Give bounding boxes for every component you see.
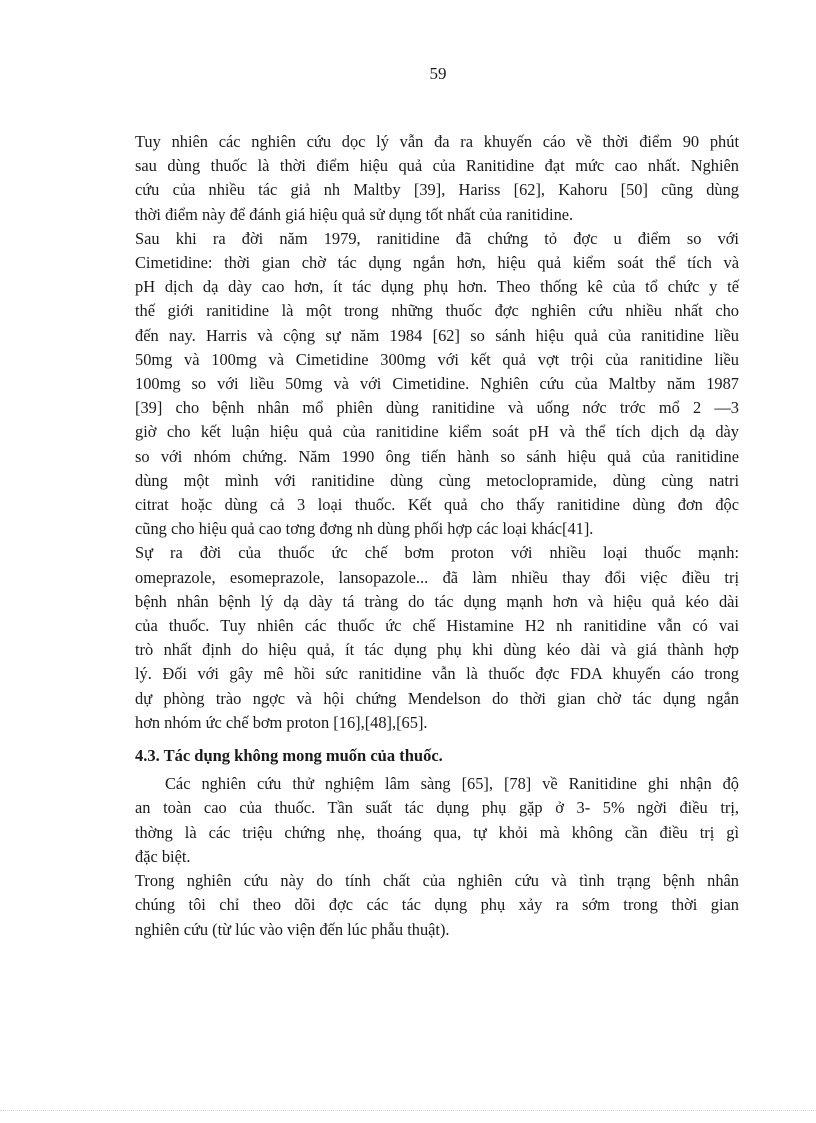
page-number: 59 — [429, 64, 447, 83]
text-line: hơn nhóm ức chế bơm proton [16],[48],[65]. — [135, 712, 428, 732]
text-line: giờ cho kết luận hiệu quả của ranitidine kiểm soát pH và thể tích dịch dạ dày — [135, 422, 739, 442]
text-line: đến nay. Harris và cộng sự năm 1984 [62] so sánh hiệu quả của ranitidine liều — [135, 325, 739, 345]
text-line: Sau khi ra đời năm 1979, ranitidine đã chứng tỏ đợc u điểm so với — [135, 228, 739, 248]
section-heading: 4.3. Tác dụng không mong muốn của thuốc. — [135, 746, 443, 766]
paragraph — [135, 130, 739, 227]
text-line: chúng tôi chỉ theo dõi đợc các tác dụng phụ xảy ra sớm trong thời gian — [135, 895, 739, 915]
text-line: nghiên cứu (từ lúc vào viện đến lúc phẫu thuật). — [135, 919, 450, 939]
text-line: Các nghiên cứu thử nghiệm lâm sàng [65], [78] về Ranitidine ghi nhận độ — [165, 774, 739, 794]
text-line: lý. Đối với gây mê hồi sức ranitidine vẫn là thuốc đợc FDA khuyến cáo trong — [135, 664, 739, 684]
text-line: 100mg so với liều 50mg và với Cimetidine. Nghiên cứu của Maltby năm 1987 — [135, 374, 739, 394]
text-line: thời điểm này để đánh giá hiệu quả sử dụng tốt nhất của ranitidine. — [135, 204, 574, 224]
text-line: cũng cho hiệu quả cao tơng đơng nh dùng phối hợp các loại khác[41]. — [135, 519, 594, 539]
text-line: 50mg và 100mg và Cimetidine 300mg với kết quả vợt trội của ranitidine liều — [135, 349, 739, 369]
text-line: cứu của nhiều tác giả nh Maltby [39], Hariss [62], Kahoru [50] cũng dùng — [135, 180, 739, 200]
text-line: Cimetidine: thời gian chờ tác dụng ngắn hơn, hiệu quả kiểm soát thể tích và — [135, 253, 739, 273]
text-line: Tuy nhiên các nghiên cứu dọc lý vẫn đa ra khuyến cáo về thời điểm 90 phút — [135, 132, 739, 151]
text-line: omeprazole, esomeprazole, lansopazole... đã làm nhiều thay đổi việc điều trị — [135, 567, 739, 587]
document-body — [135, 130, 739, 942]
text-line: Sự ra đời của thuốc ức chế bơm proton với nhiều loại thuốc mạnh: — [135, 543, 739, 563]
text-line: thế giới ranitidine là một trong những thuốc đợc nghiên cứu nhiều nhất cho — [135, 301, 739, 321]
text-line: pH dịch dạ dày cao hơn, ít tác dụng phụ hơn. Theo thống kê của tổ chức y tế — [135, 277, 739, 297]
text-line: sau dùng thuốc là thời điểm hiệu quả của Ranitidine đạt mức cao nhất. Nghiên — [135, 156, 739, 176]
text-line: bệnh nhân bệnh lý dạ dày tá tràng do tác dụng mạnh hơn và hiệu quả kéo dài — [135, 591, 739, 611]
text-line: của thuốc. Tuy nhiên các thuốc ức chế Histamine H2 nh ranitidine vẫn có vai — [135, 616, 739, 636]
paragraph — [135, 772, 739, 869]
text-line: [39] cho bệnh nhân mổ phiên dùng ranitidine và uống nớc trớc mổ 2 —3 — [135, 398, 739, 418]
text-line: citrat hoặc dùng cả 3 loại thuốc. Kết quả cho thấy ranitidine dùng đơn độc — [135, 495, 739, 515]
paragraph — [135, 541, 739, 735]
paragraph — [135, 227, 739, 542]
text-line: so với nhóm chứng. Năm 1990 ông tiến hành so sánh hiệu quả của ranitidine — [135, 446, 739, 466]
text-line: Trong nghiên cứu này do tính chất của nghiên cứu và tình trạng bệnh nhân — [135, 871, 739, 891]
text-line: dùng một mình với ranitidine dùng cùng metoclopramide, dùng cùng natri — [135, 470, 739, 490]
text-line: thờng là các triệu chứng nhẹ, thoáng qua, tự khỏi mà không cần điều trị gì — [135, 822, 739, 842]
text-line: dự phòng trào ngợc và hội chứng Mendelson do thời gian chờ tác dụng ngắn — [135, 688, 739, 708]
page-bottom-divider — [0, 1110, 816, 1111]
text-line: đặc biệt. — [135, 846, 191, 866]
text-line: an toàn cao của thuốc. Tần suất tác dụng phụ gặp ở 3- 5% ngời điều trị, — [135, 798, 739, 818]
text-line: trò nhất định do hiệu quả, ít tác dụng phụ khi dùng kéo dài và giá thành hợp — [135, 640, 739, 660]
paragraph — [135, 869, 739, 942]
